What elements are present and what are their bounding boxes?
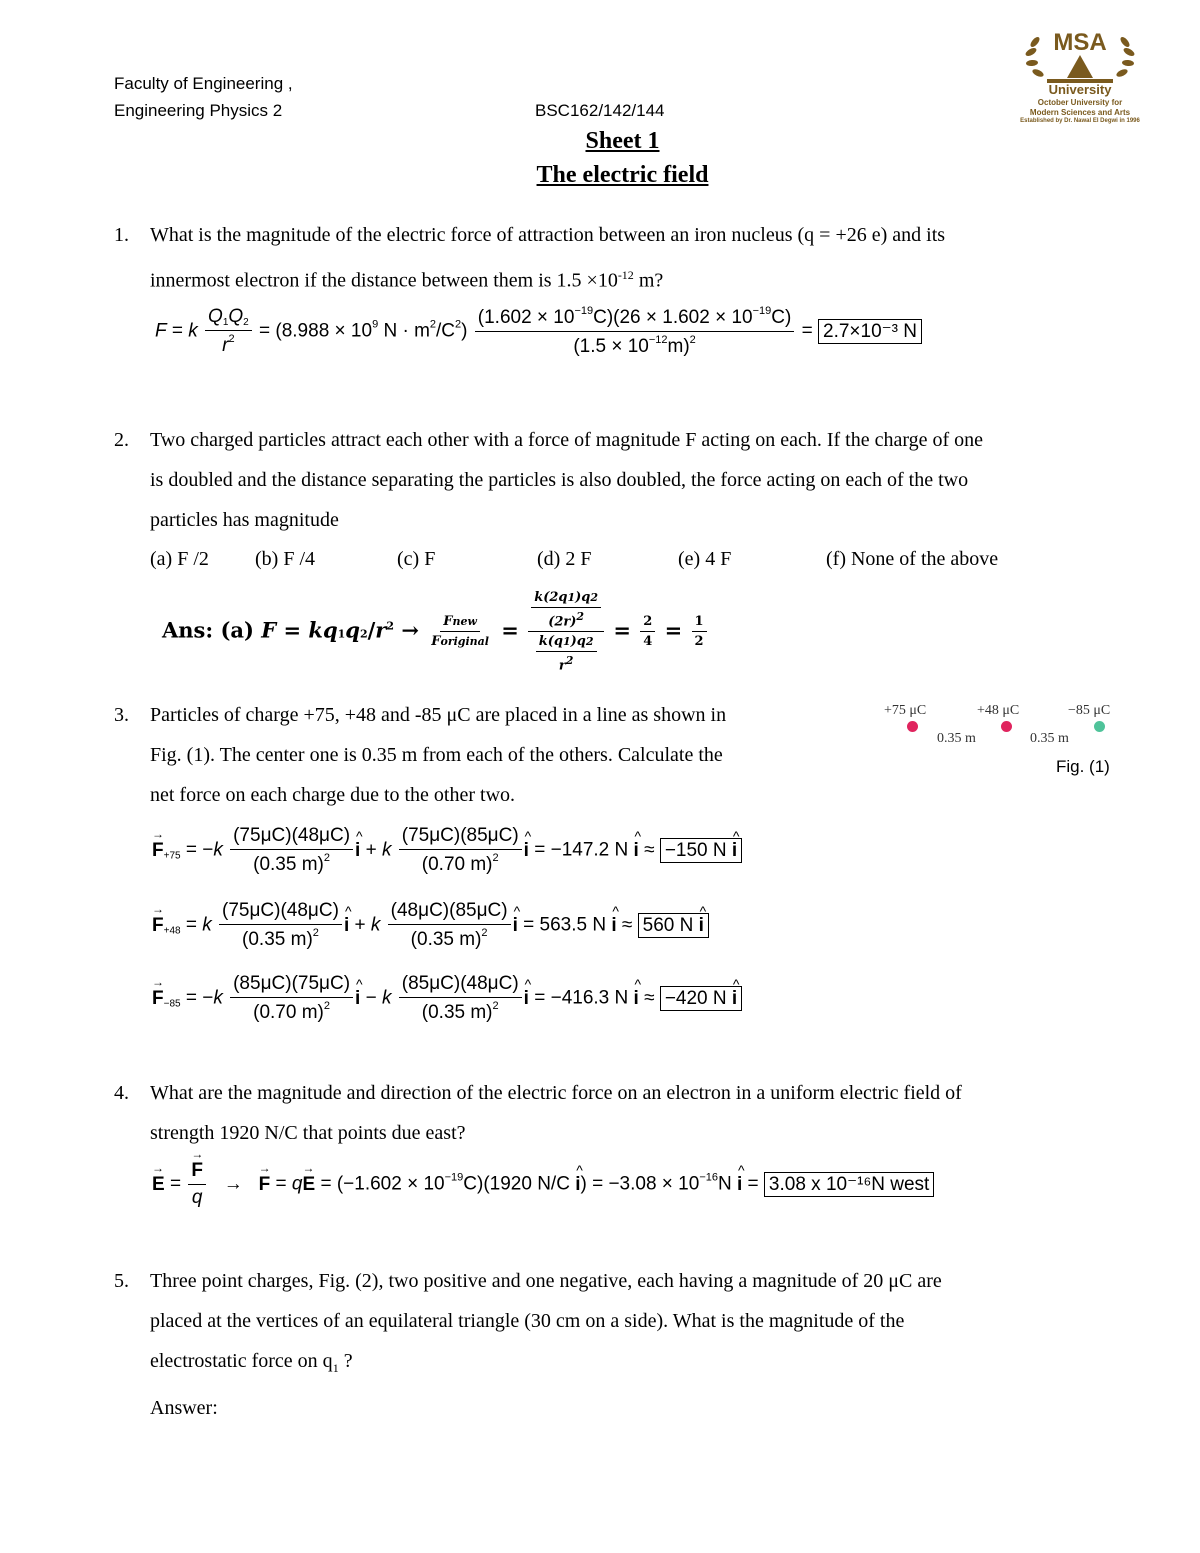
question-text [150,1261,1150,1428]
question-text [150,420,1150,540]
figure-1 [870,695,1160,785]
logo-line3: Modern Sciences and Arts [1029,108,1131,117]
topic-title: The electric field [536,162,709,188]
question-text [150,1073,1150,1153]
answer-label: Ans: (a) [162,617,254,643]
q4-answer: 3.08 x 10⁻¹⁶N west [764,1172,934,1197]
sheet-title: Sheet 1 [585,128,660,154]
charge-dot [1001,721,1012,732]
charge-dot [1094,721,1105,732]
question-number: 5. [114,1270,129,1292]
option-e: (e) 4 F [678,548,732,570]
option-b: (b) F /4 [255,548,315,570]
boxed-answer: −150 N ^ i [660,838,742,863]
question-line: is doubled and the distance separating the particles is also doubled, the force acting on each of the two [150,469,969,491]
charge-label: −85 μC [1068,703,1111,718]
figure-caption: Fig. (1) [1056,757,1110,776]
question-line: particles has magnitude [150,509,339,531]
faculty-label: Faculty of Engineering , [114,74,293,93]
q1-answer: 2.7×10⁻³ N [818,319,922,344]
course-label: Engineering Physics 2 [114,101,283,120]
question-4 [0,1073,1200,1153]
question-line: innermost electron if the distance between them is $1.5 \times 10^{-12}$ m? [150,268,664,292]
computed-force: 563.5 N [539,914,607,936]
q4-equation: → E = → $\frac{F}{q}$ → → $F = q\to E = (-1.602 \times 10^{-19}C)(1920$ N/C ^ $i) = -3.08 \times 10^{-16}N$ ^ i = 3.08 x 10⁻¹⁶N west [152,1160,934,1209]
logo-line4: Established by Dr. Nawal El Degwi in 1996 [1020,118,1140,124]
answer-label: Answer: [150,1397,218,1419]
question-line: placed at the vertices of an equilateral triangle (30 cm on a side). What is the magnitude of the [150,1310,905,1332]
computed-force: −147.2 N [550,839,629,861]
distance-label: 0.35 m [937,731,976,746]
university-logo [1005,22,1155,132]
question-number: 3. [114,704,129,726]
question-line: net force on each charge due to the other two. [150,784,516,806]
question-1 [0,215,1200,295]
boxed-answer: −420 N ^ i [660,986,742,1011]
q2-answer: Ans: (a) $F = kq1q2/r^2$ → $\frac{\text{Fnew}}{\text{Foriginal}}$ = $\frac{\frac{k(2q1)q2}{(2r)^2}}{\frac{k(q1)q2}{r^2}}$ = $\frac{2}{4}$ = $\frac{1}{2}$ [162,590,709,674]
question-text [150,695,870,815]
distance-label: 0.35 m [1030,731,1069,746]
question-line: electrostatic force on $q_1$ ? [150,1350,353,1375]
option-f: (f) None of the above [826,548,999,570]
question-text [150,215,1150,301]
question-5 [0,1261,1200,1431]
question-line: strength 1920 N/C that points due east? [150,1122,466,1144]
question-line: Particles of charge +75, +48 and -85 μC are placed in a line as shown in [150,704,727,726]
question-line: Two charged particles attract each other with a force of magnitude F acting on each. If the charge of one [150,429,984,451]
boxed-answer: 560 N ^ i [638,913,709,938]
question-3 [0,695,880,815]
q3-force-75: → $F_{+75} = -k$ $\frac{(75\mu C)(48\mu C)}{(0.35 m)^2}$ ^ i + k $\frac{(75\mu C)(85\mu C)}{(0.70 m)^2}$ ^ i = −147.2 N ^ i ≈ −150 N ^ i [152,825,742,876]
option-d: (d) 2 F [537,548,592,570]
q3-force-48: → $F_{+48} = k$ $\frac{(75\mu C)(48\mu C)}{(0.35 m)^2}$ ^ i + k $\frac{(48\mu C)(85\mu C)}{(0.35 m)^2}$ ^ i = 563.5 N ^ i ≈ 560 N ^ i [152,900,709,951]
question-line: Three point charges, Fig. (2), two positive and one negative, each having a magnitude of 20 μC are [150,1270,942,1292]
charge-label: +75 μC [884,703,927,718]
question-line: What are the magnitude and direction of the electric force on an electron in a uniform electric field of [150,1082,962,1104]
question-number: 4. [114,1082,129,1104]
logo-name: MSA [1053,29,1107,56]
charge-label: +48 μC [977,703,1020,718]
logo-line1: University [1048,82,1112,97]
question-line: Fig. (1). The center one is 0.35 m from each of the others. Calculate the [150,744,723,766]
option-c: (c) F [397,548,436,570]
q3-force-85: → $F_{-85} = -k$ $\frac{(85\mu C)(75\mu C)}{(0.70 m)^2}$ ^ i − k $\frac{(85\mu C)(48\mu C)}{(0.35 m)^2}$ ^ i = −416.3 N ^ i ≈ −420 N ^ i [152,973,742,1024]
option-a: (a) F /2 [150,548,209,570]
course-code: BSC162/142/144 [535,101,665,120]
logo-line2: October University for [1037,98,1123,107]
q1-equation: F = k $\frac{Q_1Q_2}{r^2}$ = ($8.988 \times 10^9$ $N \cdot m^2/C^2$) $\frac{(1.602 \times 10^{-19}C)(26 \times 1.602 \times 10^{-19}C)}{(1.5 \times 10^{-12}m)^2}$ = 2.7×10⁻³ N [155,305,922,358]
question-number: 1. [114,224,129,246]
charge-dot [907,721,918,732]
question-2 [0,420,1200,540]
question-number: 2. [114,429,129,451]
question-line: What is the magnitude of the electric force of attraction between an iron nucleus (q = +26 e) and its [150,224,946,246]
computed-force: −416.3 N [550,987,629,1009]
